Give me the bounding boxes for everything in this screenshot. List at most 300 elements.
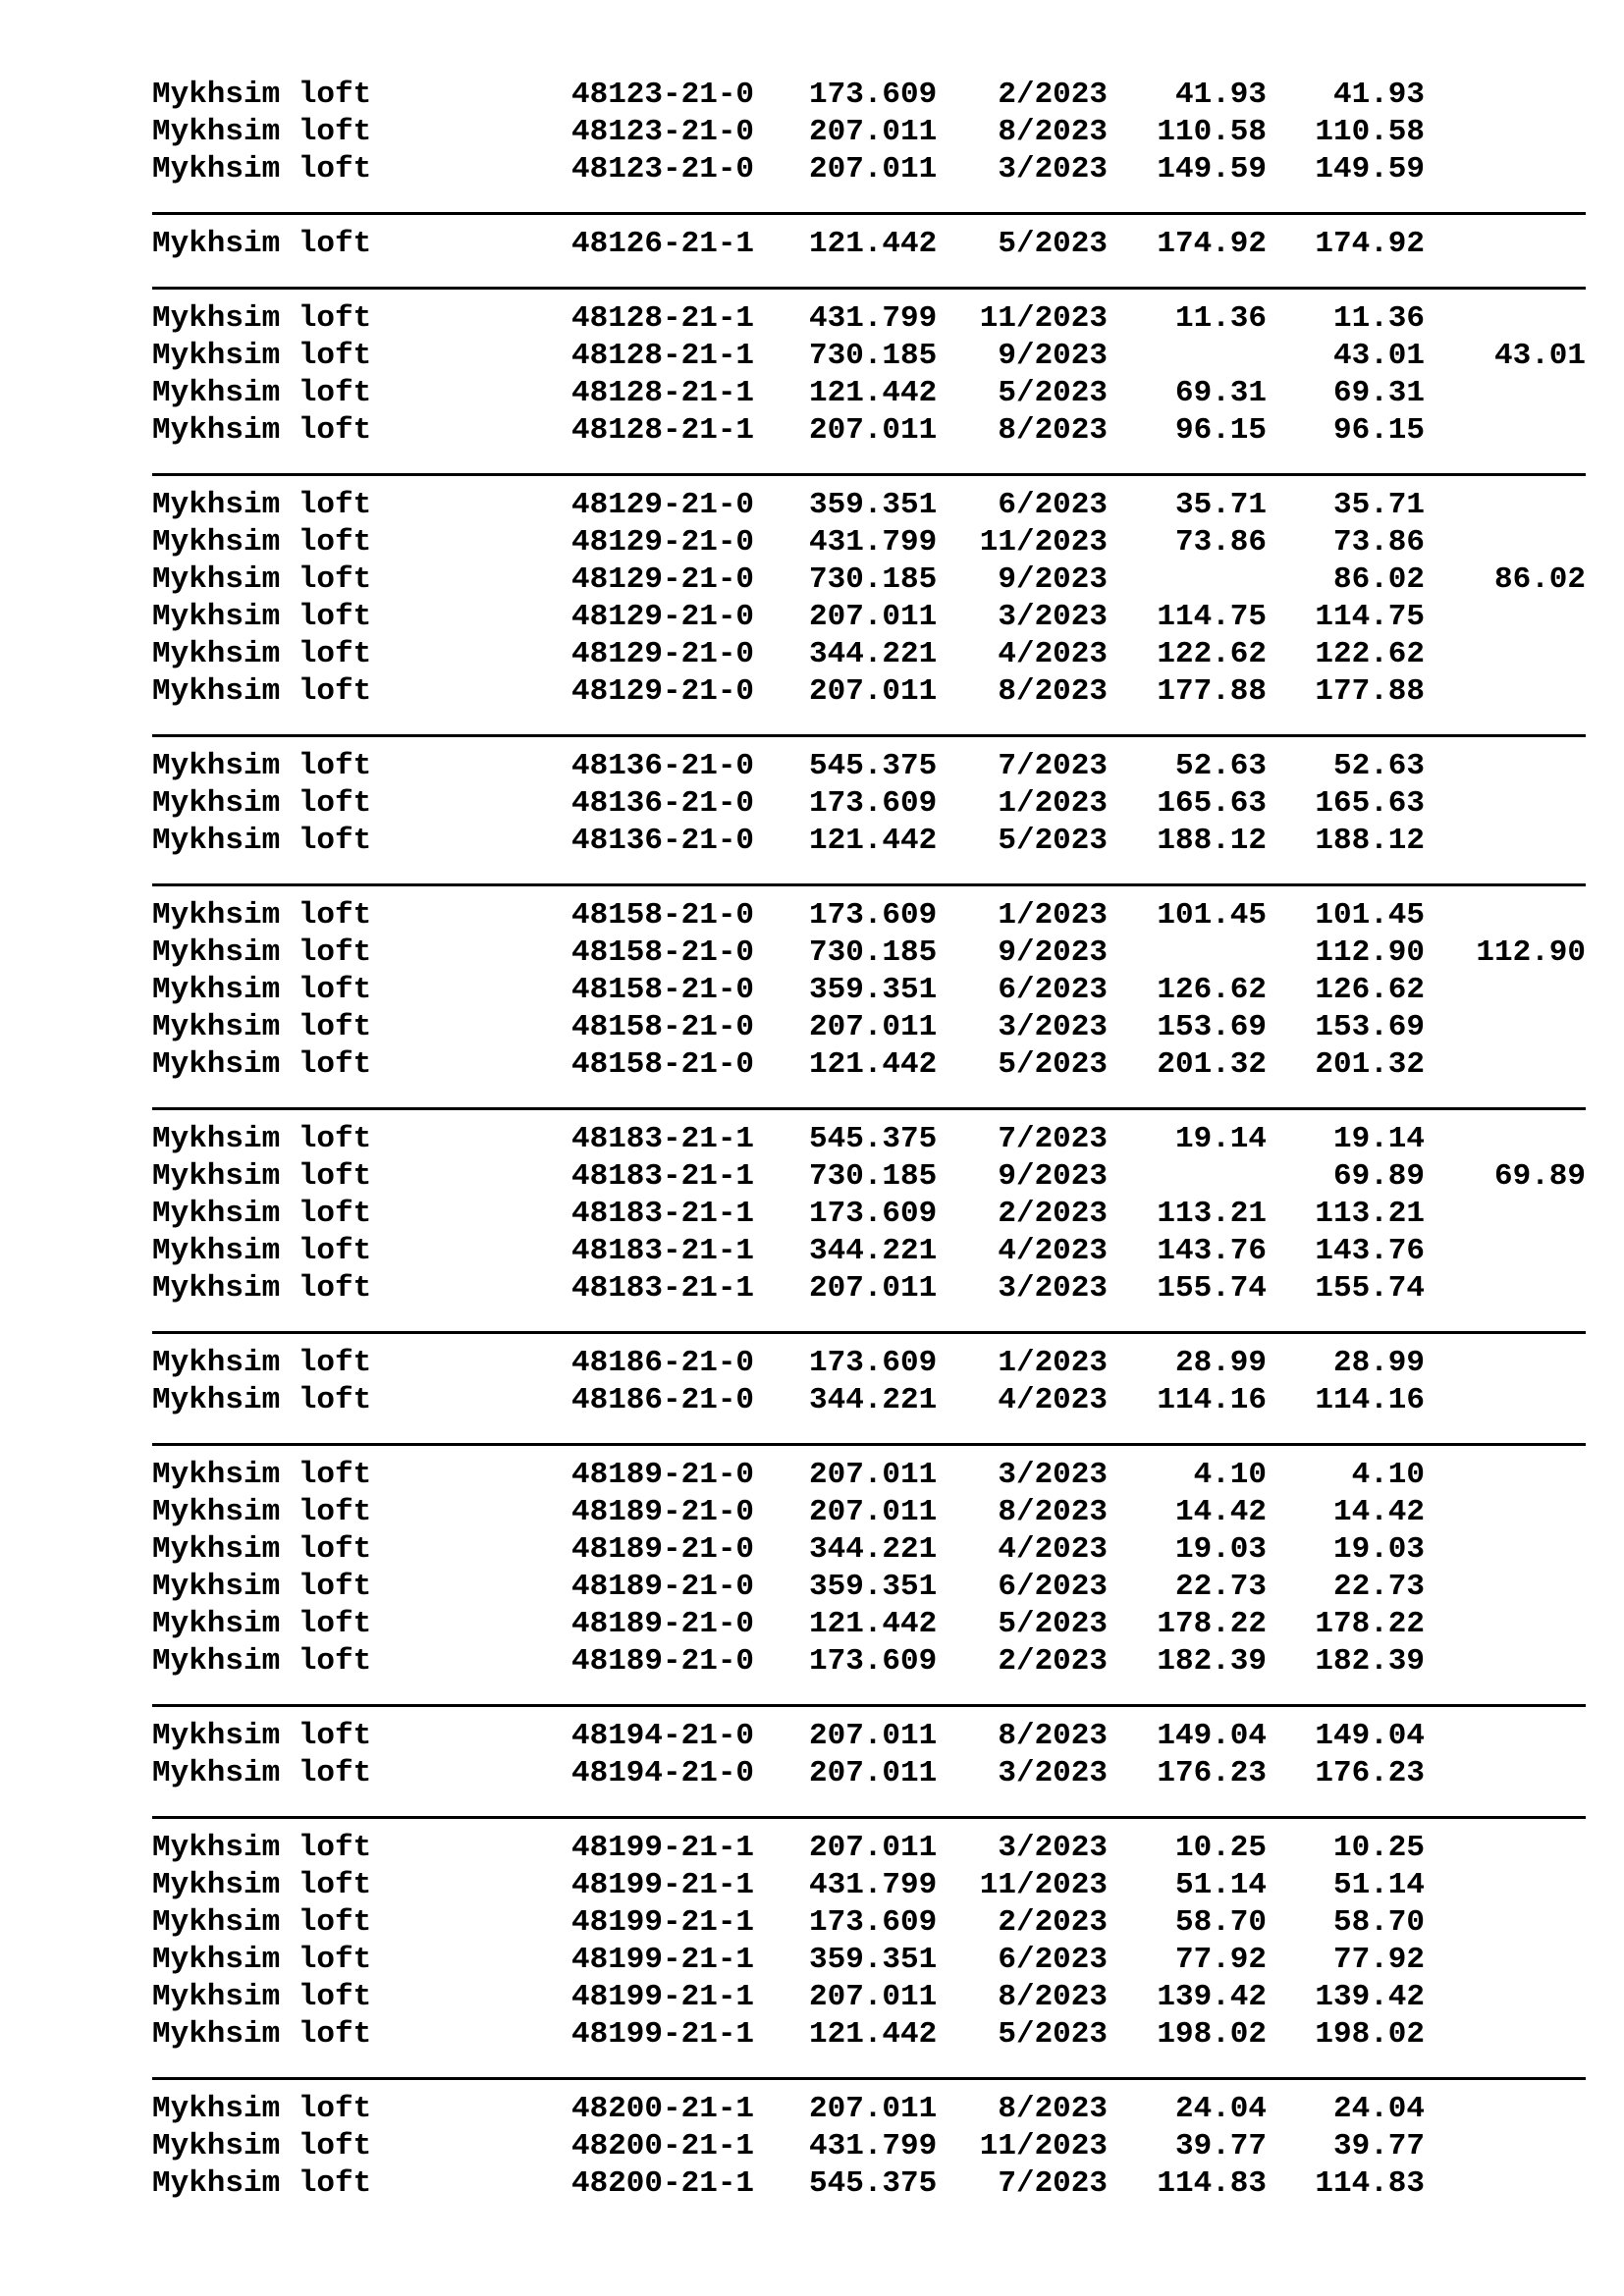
group-divider (152, 883, 1586, 886)
meter-number-cell: 730.185 (809, 1159, 938, 1194)
meter-number-cell: 431.799 (809, 2129, 938, 2163)
table-row (0, 1755, 1624, 1792)
total-cell: 178.22 (1315, 1607, 1425, 1641)
period-cell: 6/2023 (998, 488, 1108, 522)
location-cell: Mykhsim loft (152, 413, 372, 448)
adjustment-cell: 43.01 (1493, 339, 1586, 373)
meter-number-cell: 431.799 (809, 525, 938, 560)
amount-cell: 11.36 (1174, 301, 1267, 336)
account-code-cell: 48200-21-1 (571, 2092, 755, 2126)
period-cell: 1/2023 (998, 1346, 1108, 1380)
amount-cell: 139.42 (1157, 1980, 1267, 2014)
meter-number-cell: 173.609 (809, 898, 938, 933)
meter-number-cell: 121.442 (809, 376, 938, 410)
group-divider (152, 1816, 1586, 1819)
location-cell: Mykhsim loft (152, 786, 372, 821)
total-cell: 19.03 (1332, 1532, 1425, 1567)
location-cell: Mykhsim loft (152, 935, 372, 970)
account-code-cell: 48189-21-0 (571, 1607, 755, 1641)
amount-cell: 122.62 (1157, 637, 1267, 671)
account-code-cell: 48183-21-1 (571, 1197, 755, 1231)
total-cell: 41.93 (1332, 78, 1425, 112)
period-cell: 9/2023 (998, 562, 1108, 597)
location-cell: Mykhsim loft (152, 301, 372, 336)
period-cell: 7/2023 (998, 2166, 1108, 2201)
account-code-cell: 48199-21-1 (571, 1980, 755, 2014)
account-code-cell: 48158-21-0 (571, 898, 755, 933)
total-cell: 35.71 (1332, 488, 1425, 522)
amount-cell: 174.92 (1157, 227, 1267, 261)
account-code-cell: 48158-21-0 (571, 973, 755, 1007)
location-cell: Mykhsim loft (152, 1943, 372, 1977)
meter-number-cell: 121.442 (809, 1607, 938, 1641)
total-cell: 201.32 (1315, 1047, 1425, 1082)
location-cell: Mykhsim loft (152, 1047, 372, 1082)
account-code-cell: 48183-21-1 (571, 1159, 755, 1194)
account-code-cell: 48126-21-1 (571, 227, 755, 261)
meter-number-cell: 344.221 (809, 1234, 938, 1268)
period-cell: 2/2023 (998, 1905, 1108, 1940)
meter-number-cell: 173.609 (809, 78, 938, 112)
account-code-cell: 48128-21-1 (571, 301, 755, 336)
location-cell: Mykhsim loft (152, 1719, 372, 1753)
period-cell: 8/2023 (998, 1980, 1108, 2014)
period-cell: 3/2023 (998, 1271, 1108, 1306)
period-cell: 11/2023 (979, 301, 1108, 336)
period-cell: 5/2023 (998, 2017, 1108, 2052)
meter-number-cell: 545.375 (809, 749, 938, 783)
account-code-cell: 48129-21-0 (571, 525, 755, 560)
amount-cell: 114.16 (1157, 1383, 1267, 1417)
amount-cell: 143.76 (1157, 1234, 1267, 1268)
table-row (0, 1942, 1624, 1979)
meter-number-cell: 207.011 (809, 1756, 938, 1790)
location-cell: Mykhsim loft (152, 1756, 372, 1790)
total-cell: 114.83 (1315, 2166, 1425, 2201)
location-cell: Mykhsim loft (152, 2129, 372, 2163)
period-cell: 8/2023 (998, 2092, 1108, 2126)
amount-cell: 24.04 (1174, 2092, 1267, 2126)
account-code-cell: 48129-21-0 (571, 562, 755, 597)
period-cell: 1/2023 (998, 898, 1108, 933)
table-row (0, 897, 1624, 934)
location-cell: Mykhsim loft (152, 749, 372, 783)
total-cell: 43.01 (1332, 339, 1425, 373)
group-divider (152, 734, 1586, 737)
total-cell: 11.36 (1332, 301, 1425, 336)
meter-number-cell: 207.011 (809, 674, 938, 709)
total-cell: 28.99 (1332, 1346, 1425, 1380)
location-cell: Mykhsim loft (152, 600, 372, 634)
group-divider (152, 2077, 1586, 2080)
location-cell: Mykhsim loft (152, 898, 372, 933)
meter-number-cell: 431.799 (809, 301, 938, 336)
account-code-cell: 48129-21-0 (571, 600, 755, 634)
account-code-cell: 48189-21-0 (571, 1458, 755, 1492)
group-divider (152, 1704, 1586, 1707)
meter-number-cell: 121.442 (809, 2017, 938, 2052)
meter-number-cell: 545.375 (809, 1122, 938, 1156)
total-cell: 39.77 (1332, 2129, 1425, 2163)
total-cell: 58.70 (1332, 1905, 1425, 1940)
location-cell: Mykhsim loft (152, 488, 372, 522)
meter-number-cell: 121.442 (809, 227, 938, 261)
period-cell: 11/2023 (979, 525, 1108, 560)
meter-number-cell: 173.609 (809, 1346, 938, 1380)
location-cell: Mykhsim loft (152, 525, 372, 560)
amount-cell: 114.83 (1157, 2166, 1267, 2201)
account-code-cell: 48194-21-0 (571, 1756, 755, 1790)
period-cell: 5/2023 (998, 1047, 1108, 1082)
meter-number-cell: 173.609 (809, 1905, 938, 1940)
period-cell: 5/2023 (998, 376, 1108, 410)
period-cell: 3/2023 (998, 1831, 1108, 1865)
period-cell: 11/2023 (979, 1868, 1108, 1902)
table-row (0, 2016, 1624, 2054)
account-code-cell: 48158-21-0 (571, 1010, 755, 1044)
period-cell: 3/2023 (998, 1756, 1108, 1790)
location-cell: Mykhsim loft (152, 78, 372, 112)
total-cell: 126.62 (1315, 973, 1425, 1007)
meter-number-cell: 207.011 (809, 600, 938, 634)
total-cell: 198.02 (1315, 2017, 1425, 2052)
table-row (0, 1979, 1624, 2016)
account-code-cell: 48199-21-1 (571, 1868, 755, 1902)
meter-number-cell: 359.351 (809, 1943, 938, 1977)
table-row (0, 1196, 1624, 1233)
location-cell: Mykhsim loft (152, 1383, 372, 1417)
location-cell: Mykhsim loft (152, 1346, 372, 1380)
total-cell: 86.02 (1332, 562, 1425, 597)
period-cell: 2/2023 (998, 1644, 1108, 1679)
meter-number-cell: 545.375 (809, 2166, 938, 2201)
account-code-cell: 48129-21-0 (571, 637, 755, 671)
total-cell: 177.88 (1315, 674, 1425, 709)
adjustment-cell: 86.02 (1493, 562, 1586, 597)
table-row (0, 1233, 1624, 1270)
amount-cell: 4.10 (1193, 1458, 1267, 1492)
total-cell: 14.42 (1332, 1495, 1425, 1529)
meter-number-cell: 207.011 (809, 1980, 938, 2014)
location-cell: Mykhsim loft (152, 376, 372, 410)
group-divider (152, 473, 1586, 476)
location-cell: Mykhsim loft (152, 1159, 372, 1194)
table-row (0, 673, 1624, 711)
period-cell: 6/2023 (998, 1570, 1108, 1604)
amount-cell: 58.70 (1174, 1905, 1267, 1940)
amount-cell: 201.32 (1157, 1047, 1267, 1082)
period-cell: 8/2023 (998, 413, 1108, 448)
table-row (0, 785, 1624, 823)
group-divider (152, 287, 1586, 290)
account-code-cell: 48158-21-0 (571, 1047, 755, 1082)
total-cell: 69.89 (1332, 1159, 1425, 1194)
account-code-cell: 48123-21-0 (571, 115, 755, 149)
amount-cell: 19.03 (1174, 1532, 1267, 1567)
table-row (0, 226, 1624, 263)
meter-number-cell: 207.011 (809, 115, 938, 149)
total-cell: 52.63 (1332, 749, 1425, 783)
location-cell: Mykhsim loft (152, 1271, 372, 1306)
table-row (0, 300, 1624, 338)
amount-cell: 177.88 (1157, 674, 1267, 709)
location-cell: Mykhsim loft (152, 1868, 372, 1902)
meter-number-cell: 121.442 (809, 824, 938, 858)
meter-number-cell: 344.221 (809, 637, 938, 671)
table-row (0, 77, 1624, 114)
total-cell: 149.04 (1315, 1719, 1425, 1753)
period-cell: 3/2023 (998, 152, 1108, 187)
total-cell: 174.92 (1315, 227, 1425, 261)
location-cell: Mykhsim loft (152, 674, 372, 709)
period-cell: 7/2023 (998, 1122, 1108, 1156)
period-cell: 3/2023 (998, 1458, 1108, 1492)
account-code-cell: 48189-21-0 (571, 1495, 755, 1529)
total-cell: 182.39 (1315, 1644, 1425, 1679)
table-row (0, 338, 1624, 375)
table-row (0, 748, 1624, 785)
period-cell: 6/2023 (998, 1943, 1108, 1977)
total-cell: 96.15 (1332, 413, 1425, 448)
period-cell: 4/2023 (998, 1532, 1108, 1567)
table-row (0, 1830, 1624, 1867)
table-row (0, 599, 1624, 636)
table-row (0, 1457, 1624, 1494)
table-row (0, 1904, 1624, 1942)
period-cell: 2/2023 (998, 1197, 1108, 1231)
table-row (0, 487, 1624, 524)
account-code-cell: 48128-21-1 (571, 339, 755, 373)
meter-number-cell: 207.011 (809, 413, 938, 448)
period-cell: 3/2023 (998, 600, 1108, 634)
amount-cell: 178.22 (1157, 1607, 1267, 1641)
table-row (0, 2165, 1624, 2203)
account-code-cell: 48129-21-0 (571, 674, 755, 709)
account-code-cell: 48136-21-0 (571, 824, 755, 858)
table-row (0, 2128, 1624, 2165)
table-row (0, 1158, 1624, 1196)
amount-cell: 10.25 (1174, 1831, 1267, 1865)
meter-number-cell: 207.011 (809, 1458, 938, 1492)
period-cell: 11/2023 (979, 2129, 1108, 2163)
table-row (0, 1718, 1624, 1755)
location-cell: Mykhsim loft (152, 1644, 372, 1679)
total-cell: 10.25 (1332, 1831, 1425, 1865)
period-cell: 4/2023 (998, 1383, 1108, 1417)
total-cell: 112.90 (1315, 935, 1425, 970)
amount-cell: 114.75 (1157, 600, 1267, 634)
account-code-cell: 48199-21-1 (571, 1831, 755, 1865)
amount-cell: 165.63 (1157, 786, 1267, 821)
location-cell: Mykhsim loft (152, 1905, 372, 1940)
amount-cell: 52.63 (1174, 749, 1267, 783)
location-cell: Mykhsim loft (152, 637, 372, 671)
account-code-cell: 48136-21-0 (571, 786, 755, 821)
table-row (0, 1382, 1624, 1419)
total-cell: 114.16 (1315, 1383, 1425, 1417)
table-row (0, 1046, 1624, 1084)
amount-cell: 77.92 (1174, 1943, 1267, 1977)
amount-cell: 155.74 (1157, 1271, 1267, 1306)
account-code-cell: 48189-21-0 (571, 1532, 755, 1567)
meter-number-cell: 431.799 (809, 1868, 938, 1902)
location-cell: Mykhsim loft (152, 2166, 372, 2201)
location-cell: Mykhsim loft (152, 1197, 372, 1231)
location-cell: Mykhsim loft (152, 227, 372, 261)
amount-cell: 149.59 (1157, 152, 1267, 187)
account-code-cell: 48199-21-1 (571, 1905, 755, 1940)
amount-cell: 149.04 (1157, 1719, 1267, 1753)
table-row (0, 524, 1624, 561)
location-cell: Mykhsim loft (152, 1234, 372, 1268)
meter-number-cell: 359.351 (809, 1570, 938, 1604)
meter-number-cell: 207.011 (809, 2092, 938, 2126)
total-cell: 155.74 (1315, 1271, 1425, 1306)
period-cell: 5/2023 (998, 227, 1108, 261)
meter-number-cell: 344.221 (809, 1383, 938, 1417)
total-cell: 77.92 (1332, 1943, 1425, 1977)
table-row (0, 2091, 1624, 2128)
amount-cell: 28.99 (1174, 1346, 1267, 1380)
total-cell: 19.14 (1332, 1122, 1425, 1156)
amount-cell: 101.45 (1157, 898, 1267, 933)
account-code-cell: 48128-21-1 (571, 413, 755, 448)
account-code-cell: 48200-21-1 (571, 2166, 755, 2201)
meter-number-cell: 207.011 (809, 1719, 938, 1753)
table-row (0, 114, 1624, 151)
meter-number-cell: 730.185 (809, 562, 938, 597)
location-cell: Mykhsim loft (152, 1831, 372, 1865)
meter-number-cell: 207.011 (809, 1010, 938, 1044)
amount-cell: 19.14 (1174, 1122, 1267, 1156)
total-cell: 113.21 (1315, 1197, 1425, 1231)
meter-number-cell: 207.011 (809, 1831, 938, 1865)
table-row (0, 375, 1624, 412)
group-divider (152, 1107, 1586, 1110)
meter-number-cell: 359.351 (809, 973, 938, 1007)
total-cell: 149.59 (1315, 152, 1425, 187)
meter-number-cell: 730.185 (809, 339, 938, 373)
account-code-cell: 48183-21-1 (571, 1234, 755, 1268)
table-row (0, 1606, 1624, 1643)
location-cell: Mykhsim loft (152, 2092, 372, 2126)
total-cell: 4.10 (1351, 1458, 1425, 1492)
location-cell: Mykhsim loft (152, 1010, 372, 1044)
total-cell: 153.69 (1315, 1010, 1425, 1044)
table-row (0, 1009, 1624, 1046)
location-cell: Mykhsim loft (152, 973, 372, 1007)
amount-cell: 113.21 (1157, 1197, 1267, 1231)
total-cell: 139.42 (1315, 1980, 1425, 2014)
total-cell: 110.58 (1315, 115, 1425, 149)
account-code-cell: 48186-21-0 (571, 1346, 755, 1380)
period-cell: 5/2023 (998, 824, 1108, 858)
location-cell: Mykhsim loft (152, 1607, 372, 1641)
account-code-cell: 48123-21-0 (571, 152, 755, 187)
account-code-cell: 48200-21-1 (571, 2129, 755, 2163)
location-cell: Mykhsim loft (152, 115, 372, 149)
period-cell: 4/2023 (998, 637, 1108, 671)
table-row (0, 151, 1624, 188)
account-code-cell: 48128-21-1 (571, 376, 755, 410)
amount-cell: 188.12 (1157, 824, 1267, 858)
account-code-cell: 48136-21-0 (571, 749, 755, 783)
table-row (0, 1494, 1624, 1531)
location-cell: Mykhsim loft (152, 339, 372, 373)
amount-cell: 153.69 (1157, 1010, 1267, 1044)
total-cell: 176.23 (1315, 1756, 1425, 1790)
account-code-cell: 48199-21-1 (571, 1943, 755, 1977)
total-cell: 24.04 (1332, 2092, 1425, 2126)
adjustment-cell: 112.90 (1476, 935, 1586, 970)
amount-cell: 96.15 (1174, 413, 1267, 448)
location-cell: Mykhsim loft (152, 1495, 372, 1529)
location-cell: Mykhsim loft (152, 1980, 372, 2014)
amount-cell: 126.62 (1157, 973, 1267, 1007)
amount-cell: 182.39 (1157, 1644, 1267, 1679)
amount-cell: 35.71 (1174, 488, 1267, 522)
amount-cell: 51.14 (1174, 1868, 1267, 1902)
total-cell: 22.73 (1332, 1570, 1425, 1604)
period-cell: 4/2023 (998, 1234, 1108, 1268)
period-cell: 2/2023 (998, 78, 1108, 112)
meter-number-cell: 344.221 (809, 1532, 938, 1567)
meter-number-cell: 730.185 (809, 935, 938, 970)
table-row (0, 1867, 1624, 1904)
adjustment-cell: 69.89 (1493, 1159, 1586, 1194)
meter-number-cell: 173.609 (809, 1197, 938, 1231)
account-code-cell: 48183-21-1 (571, 1271, 755, 1306)
total-cell: 73.86 (1332, 525, 1425, 560)
location-cell: Mykhsim loft (152, 1532, 372, 1567)
meter-number-cell: 173.609 (809, 1644, 938, 1679)
period-cell: 8/2023 (998, 1495, 1108, 1529)
table-row (0, 1121, 1624, 1158)
period-cell: 1/2023 (998, 786, 1108, 821)
amount-cell: 39.77 (1174, 2129, 1267, 2163)
period-cell: 8/2023 (998, 115, 1108, 149)
table-row (0, 823, 1624, 860)
period-cell: 5/2023 (998, 1607, 1108, 1641)
amount-cell: 110.58 (1157, 115, 1267, 149)
period-cell: 8/2023 (998, 1719, 1108, 1753)
amount-cell: 73.86 (1174, 525, 1267, 560)
account-code-cell: 48183-21-1 (571, 1122, 755, 1156)
total-cell: 69.31 (1332, 376, 1425, 410)
meter-number-cell: 207.011 (809, 1271, 938, 1306)
total-cell: 101.45 (1315, 898, 1425, 933)
account-code-cell: 48123-21-0 (571, 78, 755, 112)
period-cell: 3/2023 (998, 1010, 1108, 1044)
account-code-cell: 48158-21-0 (571, 935, 755, 970)
table-row (0, 561, 1624, 599)
group-divider (152, 1331, 1586, 1334)
total-cell: 165.63 (1315, 786, 1425, 821)
group-divider (152, 1443, 1586, 1446)
account-code-cell: 48194-21-0 (571, 1719, 755, 1753)
table-row (0, 1569, 1624, 1606)
period-cell: 9/2023 (998, 1159, 1108, 1194)
amount-cell: 198.02 (1157, 2017, 1267, 2052)
table-row (0, 972, 1624, 1009)
table-row (0, 412, 1624, 450)
account-code-cell: 48189-21-0 (571, 1644, 755, 1679)
amount-cell: 22.73 (1174, 1570, 1267, 1604)
location-cell: Mykhsim loft (152, 2017, 372, 2052)
table-row (0, 1643, 1624, 1681)
table-row (0, 1270, 1624, 1308)
account-code-cell: 48189-21-0 (571, 1570, 755, 1604)
